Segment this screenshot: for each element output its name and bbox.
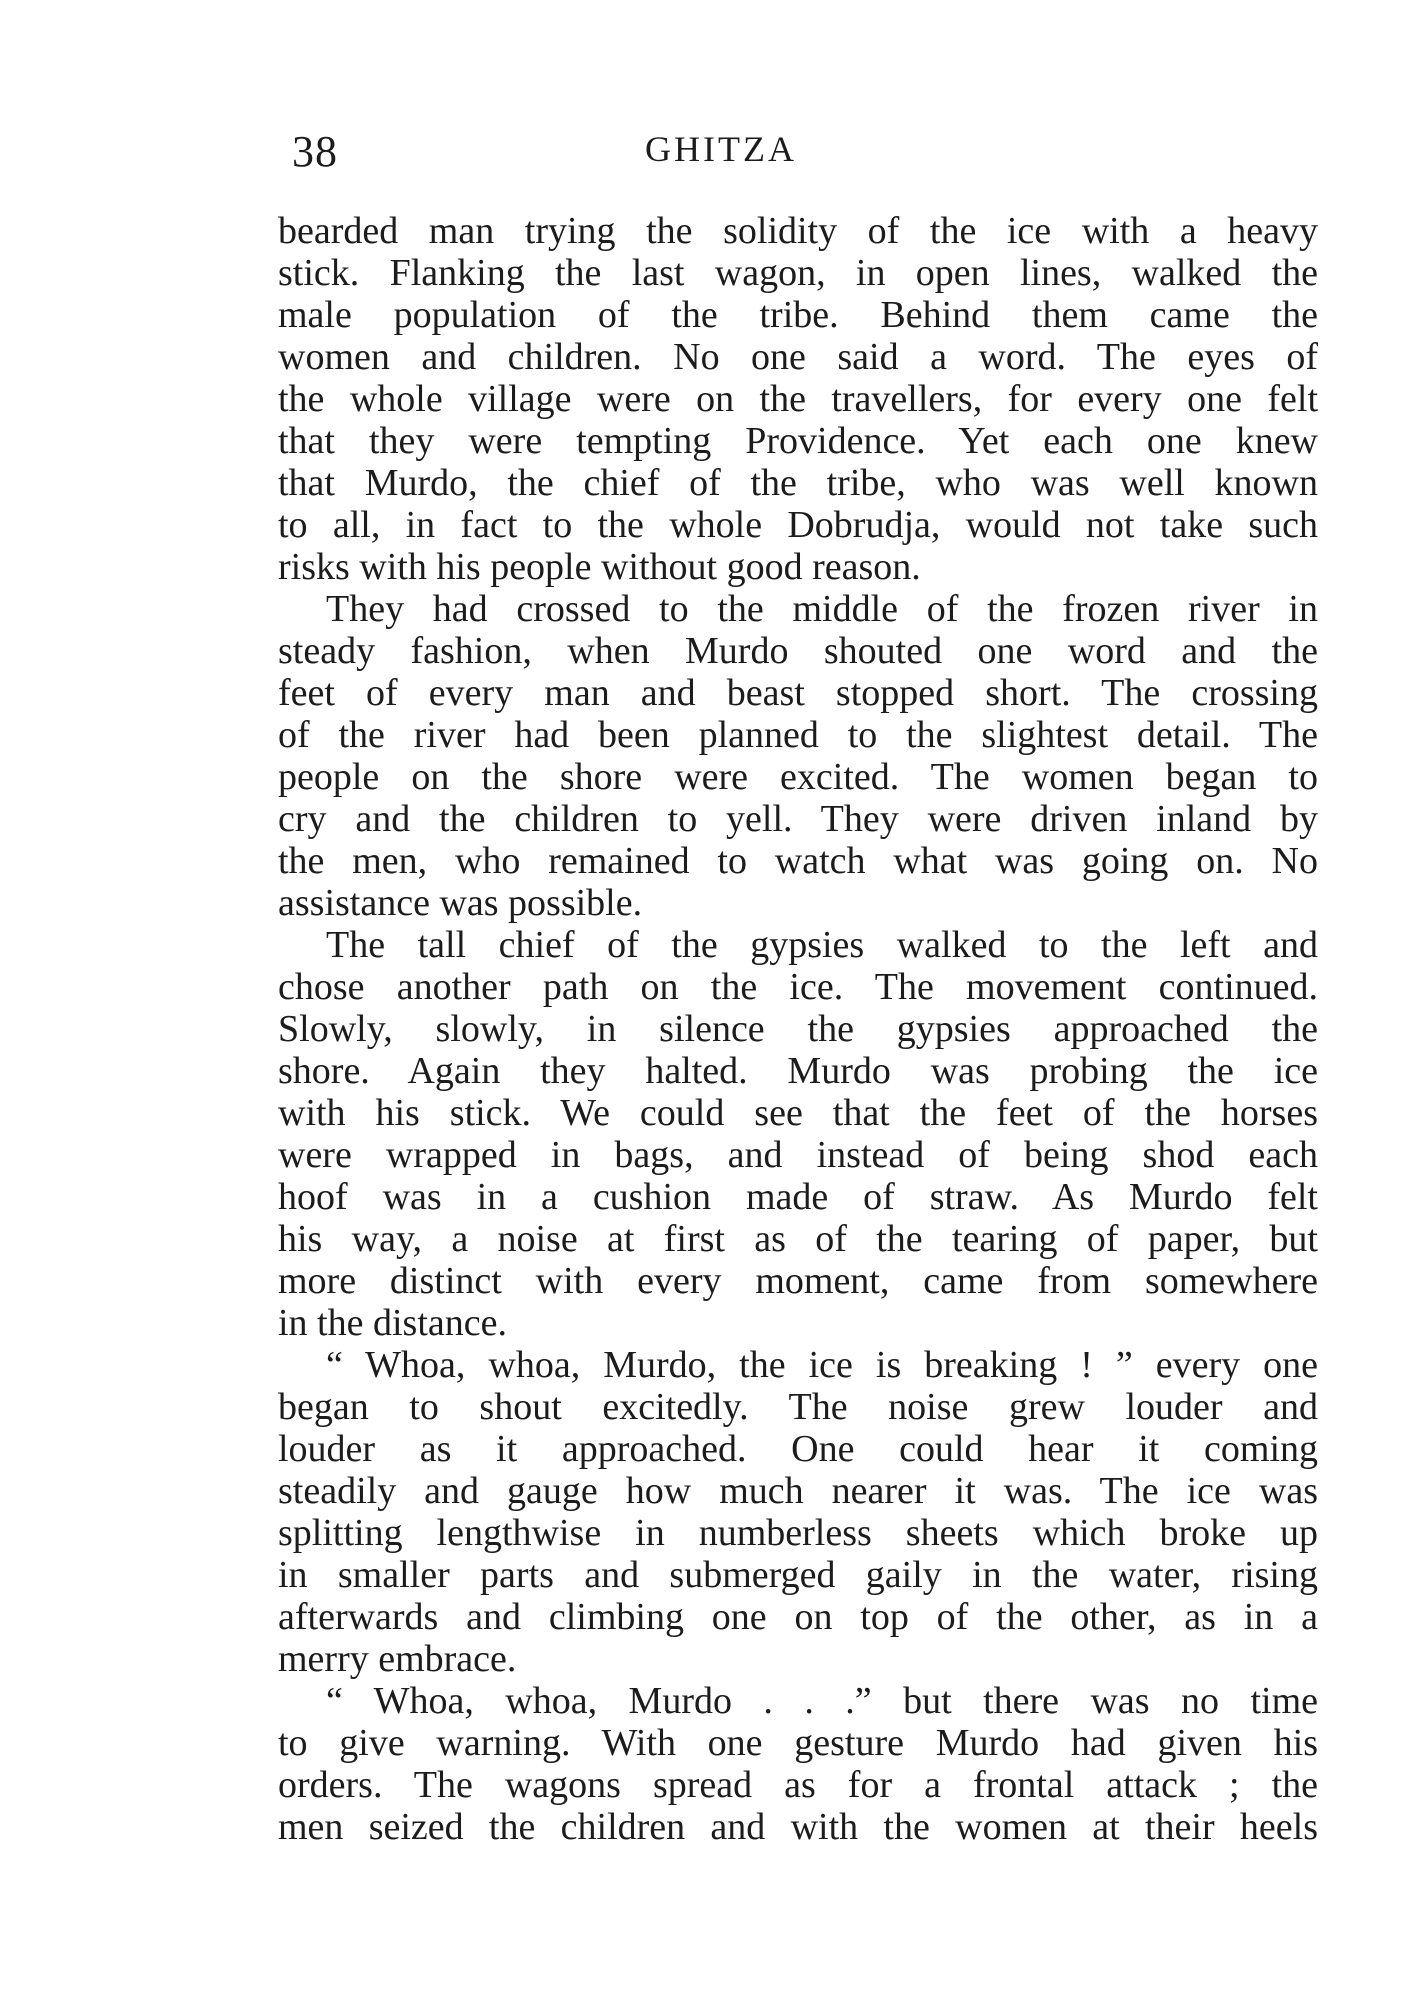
text-line: shore. Again they halted. Murdo was probing the ice [278,1050,1318,1092]
text-line: stick. Flanking the last wagon, in open lines, walked the [278,252,1318,294]
paragraph [278,1680,1318,1848]
paragraph [278,1344,1318,1680]
text-line: afterwards and climbing one on top of the other, as in a [278,1596,1318,1638]
text-line: women and children. No one said a word. The eyes of [278,336,1318,378]
paragraph [278,924,1318,1344]
text-line: male population of the tribe. Behind them came the [278,294,1318,336]
text-line: hoof was in a cushion made of straw. As Murdo felt [278,1176,1318,1218]
text-line: the whole village were on the travellers, for every one felt [278,378,1318,420]
text-line: “ Whoa, whoa, Murdo . . .” but there was no time [326,1680,1318,1722]
text-line: merry embrace. [278,1638,517,1680]
text-line: were wrapped in bags, and instead of being shod each [278,1134,1318,1176]
paragraph [278,588,1318,924]
text-line: steadily and gauge how much nearer it was. The ice was [278,1470,1318,1512]
text-line: splitting lengthwise in numberless sheets which broke up [278,1512,1318,1554]
body-text [278,210,1318,1848]
text-line: They had crossed to the middle of the frozen river in [326,588,1318,630]
text-line: that Murdo, the chief of the tribe, who was well known [278,462,1318,504]
text-line: louder as it approached. One could hear it coming [278,1428,1318,1470]
page-number: 38 [292,127,338,176]
text-line: The tall chief of the gypsies walked to the left and [326,924,1318,966]
text-line: men seized the children and with the women at their heels [278,1806,1318,1848]
text-line: Slowly, slowly, in silence the gypsies approached the [278,1008,1318,1050]
text-line: bearded man trying the solidity of the ice with a heavy [278,210,1318,252]
text-line: in the distance. [278,1302,507,1344]
text-line: in smaller parts and submerged gaily in the water, rising [278,1554,1318,1596]
paragraph [278,210,1318,588]
text-line: feet of every man and beast stopped short. The crossing [278,672,1318,714]
text-line: began to shout excitedly. The noise grew louder and [278,1386,1318,1428]
running-title: GHITZA [645,129,797,169]
text-line: more distinct with every moment, came from somewhere [278,1260,1318,1302]
text-line: cry and the children to yell. They were driven inland by [278,798,1318,840]
text-line: to give warning. With one gesture Murdo had given his [278,1722,1318,1764]
text-line: steady fashion, when Murdo shouted one word and the [278,630,1318,672]
text-line: to all, in fact to the whole Dobrudja, would not take such [278,504,1318,546]
text-line: risks with his people without good reason. [278,546,921,588]
text-line: the men, who remained to watch what was going on. No [278,840,1318,882]
text-line: his way, a noise at first as of the tearing of paper, but [278,1218,1318,1260]
text-line: “ Whoa, whoa, Murdo, the ice is breaking ! ” every one [326,1344,1318,1386]
text-line: chose another path on the ice. The movement continued. [278,966,1318,1008]
text-line: orders. The wagons spread as for a frontal attack ; the [278,1764,1318,1806]
text-line: that they were tempting Providence. Yet each one knew [278,420,1318,462]
text-line: assistance was possible. [278,882,643,924]
text-line: with his stick. We could see that the feet of the horses [278,1092,1318,1134]
text-line: of the river had been planned to the slightest detail. The [278,714,1318,756]
text-line: people on the shore were excited. The women began to [278,756,1318,798]
